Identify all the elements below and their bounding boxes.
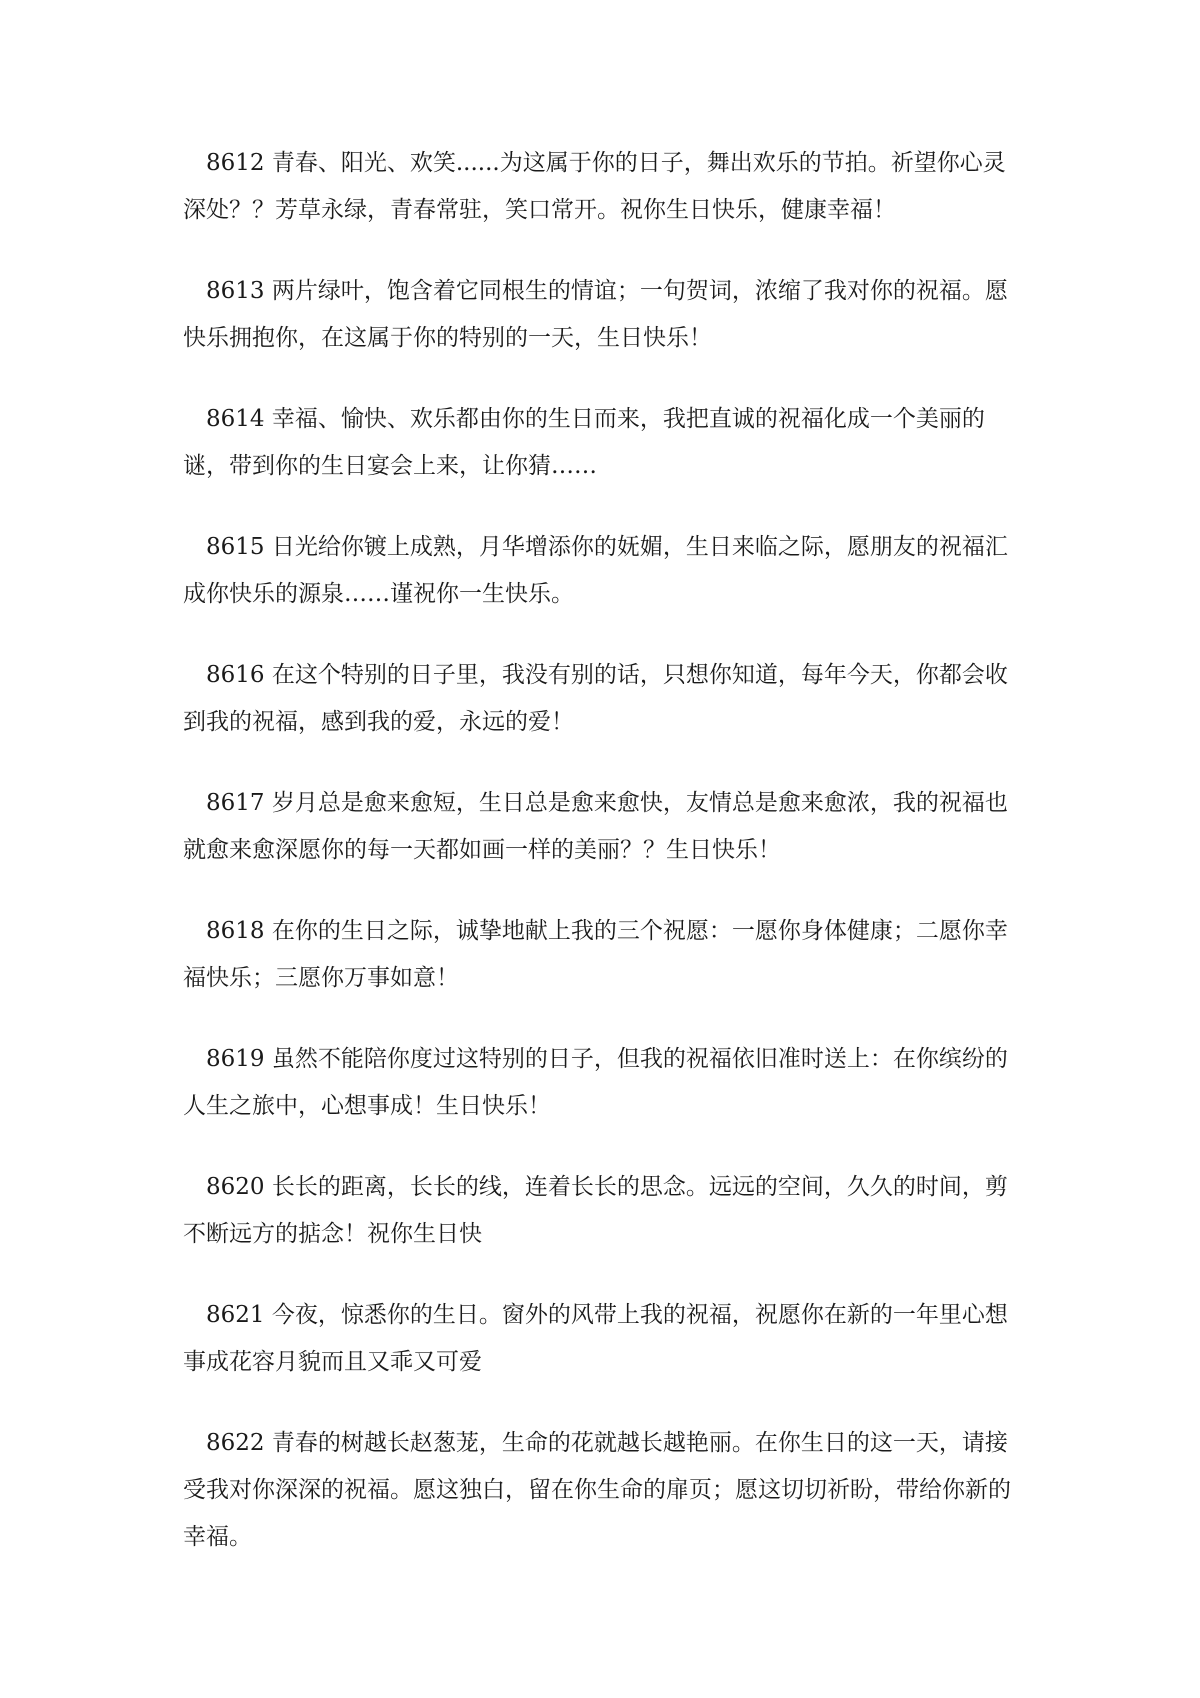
paragraph-8621: 8621 今夜，惊悉你的生日。窗外的风带上我的祝福，祝愿你在新的一年里心想事成花容月貌而且又乖又可爱: [183, 1302, 1008, 1375]
paragraph-8615: 8615 日光给你镀上成熟，月华增添你的妩媚，生日来临之际，愿朋友的祝福汇成你快乐的源泉……谨祝你一生快乐。: [183, 534, 1008, 607]
paragraph-8617: 8617 岁月总是愈来愈短，生日总是愈来愈快，友情总是愈来愈浓，我的祝福也就愈来愈深愿你的每一天都如画一样的美丽？？生日快乐！: [183, 790, 1008, 863]
paragraph-8622: 8622 青春的树越长赵葱茏，生命的花就越长越艳丽。在你生日的这一天，请接受我对你深深的祝福。愿这独白，留在你生命的扉页；愿这切切祈盼，带给你新的幸福。: [183, 1430, 1011, 1550]
paragraph-8618: 8618 在你的生日之际，诚挚地献上我的三个祝愿：一愿你身体健康；二愿你幸福快乐；三愿你万事如意！: [183, 918, 1008, 991]
paragraph-8616: 8616 在这个特别的日子里，我没有别的话，只想你知道，每年今天，你都会收到我的祝福，感到我的爱，永远的爱！: [183, 662, 1008, 735]
paragraph-8620: 8620 长长的距离，长长的线，连着长长的思念。远远的空间，久久的时间，剪不断远方的掂念！祝你生日快: [183, 1174, 1008, 1247]
paragraph-8619: 8619 虽然不能陪你度过这特别的日子，但我的祝福依旧准时送上：在你缤纷的人生之旅中，心想事成！生日快乐！: [183, 1046, 1008, 1119]
paragraph-8614: 8614 幸福、愉快、欢乐都由你的生日而来，我把直诚的祝福化成一个美丽的谜，带到你的生日宴会上来，让你猜……: [183, 406, 985, 479]
paragraph-8612: 8612 青春、阳光、欢笑......为这属于你的日子，舞出欢乐的节拍。祈望你心灵深处？？芳草永绿，青春常驻，笑口常开。祝你生日快乐，健康幸福！: [183, 150, 1006, 223]
document-body: [183, 140, 1018, 1595]
paragraph-8613: 8613 两片绿叶，饱含着它同根生的情谊；一句贺词，浓缩了我对你的祝福。愿快乐拥抱你，在这属于你的特别的一天，生日快乐！: [183, 278, 1008, 351]
